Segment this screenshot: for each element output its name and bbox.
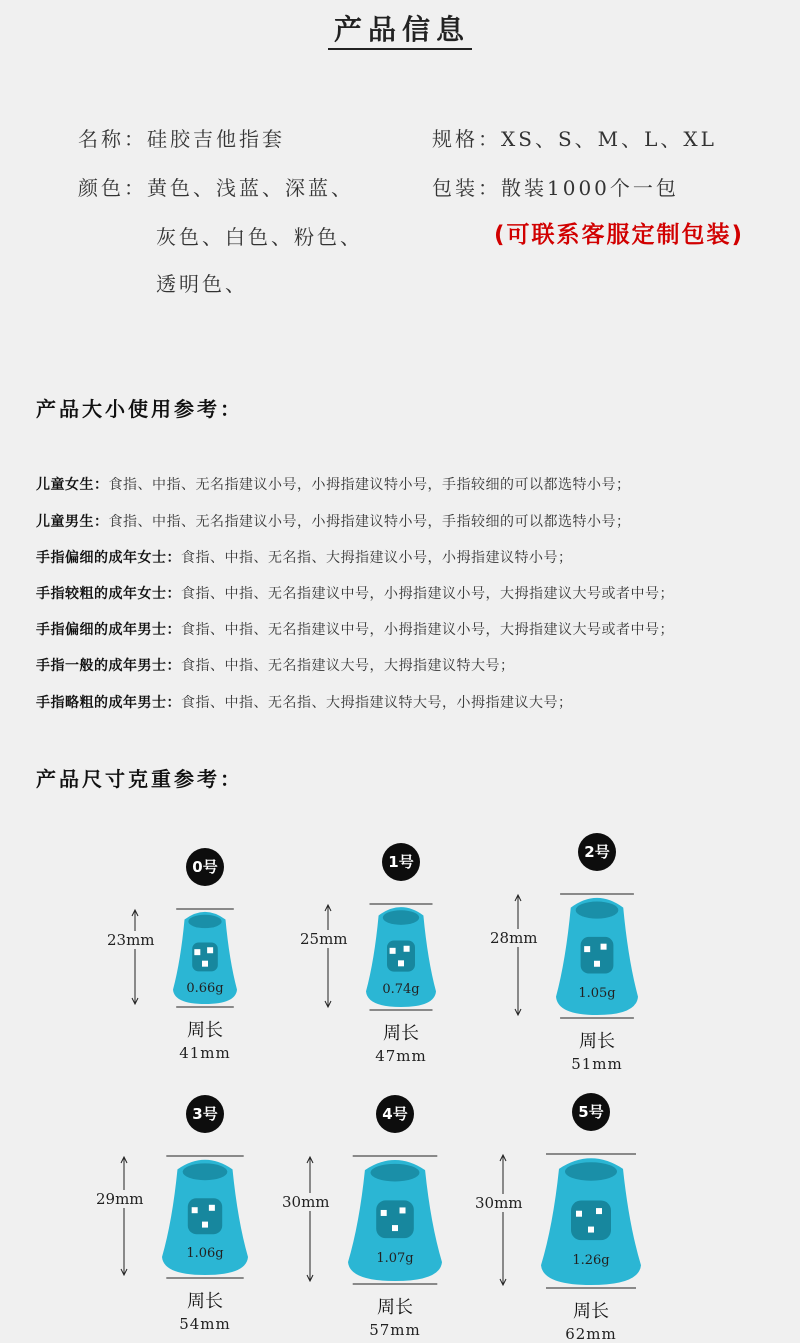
perimeter-value: 54mm [179, 1315, 231, 1333]
usage-row-who: 手指偏细的成年女士： [36, 550, 181, 566]
cap-vent [398, 960, 404, 966]
usage-row [36, 692, 573, 712]
weight-label: 0.66g [186, 980, 224, 996]
size-card [296, 843, 496, 1083]
weight-label: 1.07g [376, 1250, 414, 1266]
pack-value: 散装1000个一包 [501, 176, 679, 200]
cap-top-opening [383, 910, 419, 925]
cap-vent [596, 1208, 602, 1214]
color-line-2: 灰色、白色、粉色、 [156, 225, 363, 249]
usage-row-who: 儿童男生： [36, 514, 109, 530]
name-row [78, 123, 285, 152]
cap-vent [192, 1207, 198, 1213]
perimeter-label: 周长 [383, 1023, 419, 1044]
usage-row-text: 食指、中指、无名指建议小号，小拇指建议特小号，手指较细的可以都选特小号； [108, 514, 631, 530]
weight-label: 1.06g [186, 1246, 224, 1262]
color-label: 颜色： [78, 176, 147, 200]
size-card [492, 833, 692, 1073]
cap-top-opening [576, 902, 619, 919]
size-badge: 1号 [382, 843, 420, 881]
size-badge: 5号 [572, 1093, 610, 1131]
size-card [475, 1093, 686, 1343]
cap-vent [594, 961, 600, 967]
spec-value: XS、S、M、L、XL [501, 127, 717, 151]
usage-row-text: 食指、中指、无名指建议中号，小拇指建议小号，大拇指建议大号或者中号； [181, 622, 674, 638]
pack-label: 包装： [432, 176, 501, 200]
perimeter-label: 周长 [187, 1291, 223, 1312]
cap-top-opening [188, 915, 221, 928]
weight-label: 1.05g [578, 985, 616, 1001]
usage-row [36, 474, 631, 494]
cap-vent [209, 1205, 215, 1211]
usage-row [36, 511, 631, 531]
size-badge: 3号 [186, 1095, 224, 1133]
perimeter-label: 周长 [573, 1301, 609, 1322]
usage-row-text: 食指、中指、无名指、大拇指建议特大号，小拇指建议大号； [181, 695, 573, 711]
spec-row [432, 123, 717, 152]
cap-vent [588, 1227, 594, 1233]
usage-row-who: 儿童女生： [36, 477, 109, 493]
perimeter-value: 57mm [369, 1321, 421, 1339]
size-card [282, 1095, 490, 1339]
usage-row-text: 食指、中指、无名指建议大号，大拇指建议特大号； [181, 658, 515, 674]
cap-vent [601, 944, 607, 950]
cap-vent [392, 1225, 398, 1231]
cap-window [376, 1200, 414, 1238]
cap-window [387, 940, 415, 971]
sizes-section-title: 产品尺寸克重参考： [36, 767, 243, 791]
size-badge: 0号 [186, 848, 224, 886]
cap-window [192, 943, 218, 972]
height-label: 29mm [96, 1190, 144, 1208]
color-line-1: 黄色、浅蓝、深蓝、 [147, 176, 354, 200]
cap-vent [202, 961, 208, 967]
cap-window [571, 1201, 611, 1241]
usage-row-who: 手指较粗的成年女士： [36, 586, 181, 602]
usage-row-text: 食指、中指、无名指建议小号，小拇指建议特小号，手指较细的可以都选特小号； [108, 477, 631, 493]
cap-vent [584, 946, 590, 952]
size-badge: 4号 [376, 1095, 414, 1133]
color-row [78, 172, 354, 201]
name-value: 硅胶吉他指套 [147, 127, 285, 151]
cap-vent [207, 947, 213, 953]
cap-vent [390, 948, 396, 954]
custom-packaging-note: (可联系客服定制包装) [494, 222, 745, 248]
cap-top-opening [183, 1163, 228, 1180]
cap-top-opening [371, 1164, 420, 1182]
perimeter-value: 62mm [565, 1325, 617, 1343]
page-title [0, 8, 800, 48]
height-label: 30mm [282, 1193, 330, 1211]
color-line-3: 透明色、 [156, 272, 248, 296]
perimeter-value: 41mm [179, 1044, 231, 1062]
usage-row-text: 食指、中指、无名指、大拇指建议小号，小拇指建议特小号； [181, 550, 573, 566]
perimeter-label: 周长 [377, 1297, 413, 1318]
cap-vent [202, 1222, 208, 1228]
cap-vent [381, 1210, 387, 1216]
height-label: 23mm [107, 931, 155, 949]
height-label: 25mm [300, 930, 348, 948]
cap-top-opening [565, 1162, 617, 1180]
usage-row [36, 655, 515, 675]
cap-vent [194, 949, 200, 955]
size-card [100, 848, 300, 1088]
height-label: 28mm [490, 929, 538, 947]
cap-vent [404, 946, 410, 952]
usage-row [36, 583, 674, 603]
weight-label: 1.26g [572, 1253, 610, 1269]
usage-row-who: 手指一般的成年男士： [36, 658, 181, 674]
cap-vent [576, 1211, 582, 1217]
size-card [96, 1095, 300, 1335]
cap-vent [400, 1207, 406, 1213]
weight-label: 0.74g [382, 982, 420, 998]
pack-row [432, 172, 679, 201]
perimeter-value: 47mm [375, 1047, 427, 1065]
usage-row [36, 547, 573, 567]
usage-row-who: 手指略粗的成年男士： [36, 695, 181, 711]
page-title-text: 产品信息 [328, 13, 472, 50]
usage-row-text: 食指、中指、无名指建议中号，小拇指建议小号，大拇指建议大号或者中号； [181, 586, 674, 602]
perimeter-label: 周长 [579, 1031, 615, 1052]
name-label: 名称： [78, 127, 147, 151]
perimeter-value: 51mm [571, 1055, 623, 1073]
perimeter-label: 周长 [187, 1020, 223, 1041]
size-badge: 2号 [578, 833, 616, 871]
usage-section-title: 产品大小使用参考： [36, 397, 243, 421]
usage-row-who: 手指偏细的成年男士： [36, 622, 181, 638]
height-label: 30mm [475, 1194, 523, 1212]
cap-window [581, 937, 614, 974]
usage-row [36, 619, 674, 639]
spec-label: 规格： [432, 127, 501, 151]
cap-window [188, 1198, 222, 1234]
